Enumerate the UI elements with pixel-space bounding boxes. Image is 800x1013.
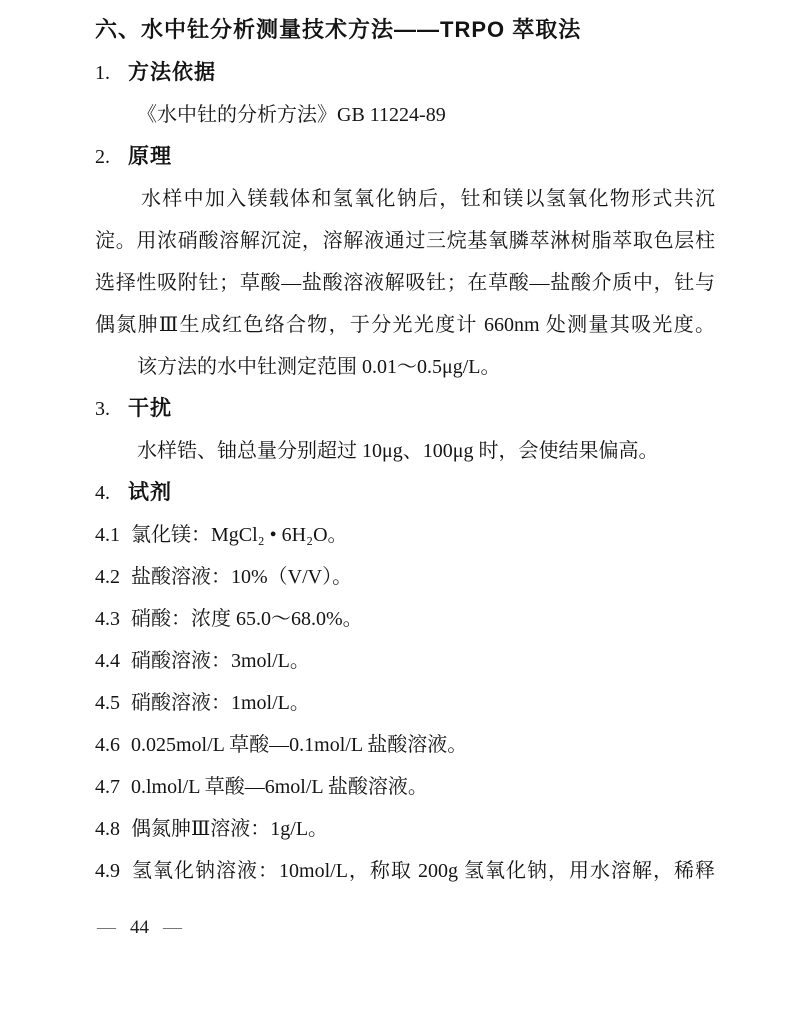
page-footer	[97, 916, 182, 940]
principle-range-line: 该方法的水中钍测定范围 0.01～0.5μg/L。	[137, 356, 501, 378]
reagent-number: 4.3	[95, 608, 120, 630]
reagent-number: 4.5	[95, 692, 120, 714]
section-number: 4.	[95, 482, 110, 504]
footer-left-dash: —	[97, 917, 116, 938]
section-label: 干扰	[128, 397, 172, 420]
section-label: 方法依据	[128, 61, 216, 84]
section-heading-reagents	[95, 472, 715, 514]
reagent-item-4-9	[95, 850, 715, 892]
reagent-number: 4.1	[95, 524, 120, 546]
principle-line-2: 淀。用浓硝酸溶解沉淀，溶解液通过三烷基氧膦萃淋树脂萃取色层柱	[95, 230, 715, 252]
reagent-item-4-6	[95, 724, 715, 766]
footer-right-dash: —	[163, 917, 182, 938]
reagent-text: 盐酸溶液：10%（V/V）。	[131, 566, 353, 588]
section-number: 2.	[95, 146, 110, 168]
reagent-number: 4.6	[95, 734, 120, 756]
reagent-item-4-1	[95, 514, 715, 556]
reagent-number: 4.2	[95, 566, 120, 588]
reagent-number: 4.8	[95, 818, 120, 840]
page-number: 44	[130, 917, 149, 938]
reagent-item-4-3	[95, 598, 715, 640]
reagent-text: 硝酸：浓度 65.0～68.0%。	[131, 608, 363, 630]
section-heading-method-basis	[95, 52, 715, 94]
reagent-text: 氢氧化钠溶液：10mol/L，称取 200g 氢氧化钠，用水溶解，稀释	[131, 860, 715, 882]
reagent-item-4-2	[95, 556, 715, 598]
page-title: 六、水中钍分析测量技术方法——TRPO 萃取法	[95, 17, 582, 42]
reagent-item-4-5	[95, 682, 715, 724]
reagent-number: 4.9	[95, 860, 120, 882]
reagent-text: 偶氮胂Ⅲ溶液：1g/L。	[131, 818, 329, 840]
reagent-number: 4.4	[95, 650, 120, 672]
section-number: 1.	[95, 62, 110, 84]
section-label: 原理	[128, 145, 172, 168]
principle-line-4: 偶氮胂Ⅲ生成红色络合物，于分光光度计 660nm 处测量其吸光度。	[95, 314, 715, 336]
reagent-text: 氯化镁：MgCl₂ • 6H₂O。	[131, 524, 348, 546]
reagent-item-4-4	[95, 640, 715, 682]
reagent-text: 硝酸溶液：1mol/L。	[131, 692, 310, 714]
section-number: 3.	[95, 398, 110, 420]
principle-line-3: 选择性吸附钍；草酸—盐酸溶液解吸钍；在草酸—盐酸介质中，钍与	[95, 272, 715, 294]
section-heading-interference	[95, 388, 715, 430]
reagent-number: 4.7	[95, 776, 120, 798]
principle-line-1: 水样中加入镁载体和氢氧化钠后，钍和镁以氢氧化物形式共沉	[141, 188, 715, 210]
reagent-text: 硝酸溶液：3mol/L。	[131, 650, 310, 672]
method-basis-reference: 《水中钍的分析方法》GB 11224-89	[137, 104, 446, 126]
section-heading-principle	[95, 136, 715, 178]
section-label: 试剂	[128, 481, 172, 504]
interference-text: 水样锆、铀总量分别超过 10μg、100μg 时，会使结果偏高。	[137, 440, 659, 462]
reagent-item-4-8	[95, 808, 715, 850]
reagent-text: 0.lmol/L 草酸—6mol/L 盐酸溶液。	[131, 776, 428, 798]
reagent-text: 0.025mol/L 草酸—0.1mol/L 盐酸溶液。	[131, 734, 468, 756]
reagent-item-4-7	[95, 766, 715, 808]
